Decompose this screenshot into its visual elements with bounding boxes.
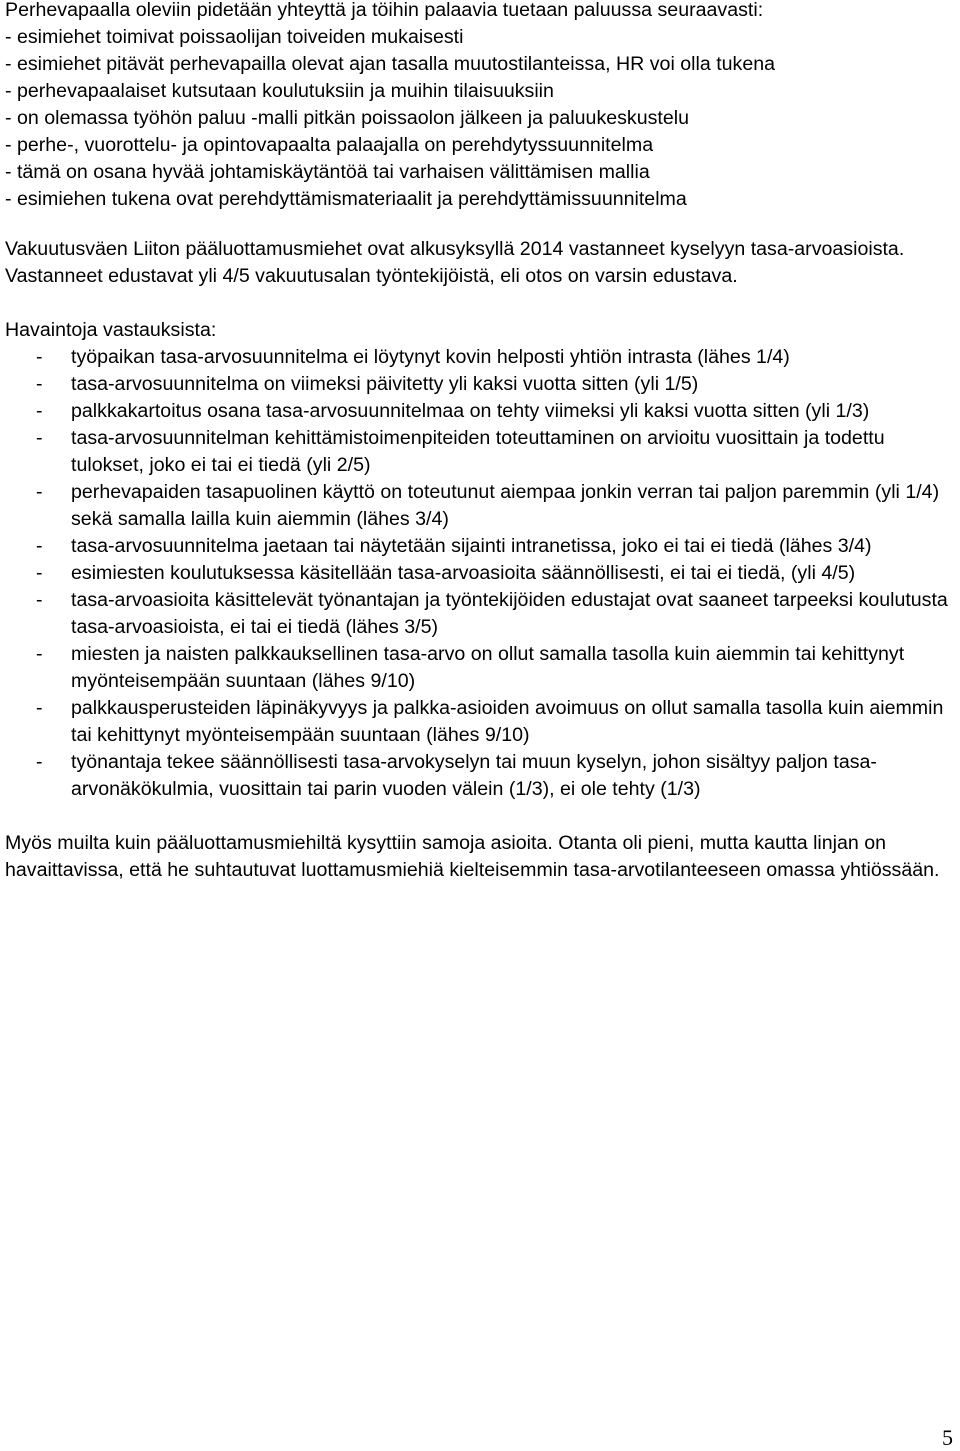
intro-line: - perhe-, vuorottelu- ja opintovapaalta palaajalla on perehdytyssuunnitelma	[5, 134, 654, 156]
list-item	[5, 479, 957, 533]
list-item-text: palkkausperusteiden läpinäkyvyys ja palkka-asioiden avoimuus on ollut samalla tasolla kuin aiemmin tai kehittynyt myönteisempään suuntaan (lähes 9/10)	[71, 697, 944, 746]
bullet-dash: -	[36, 589, 43, 611]
list-item-text: työpaikan tasa-arvosuunnitelma ei löytynyt kovin helposti yhtiön intrasta (lähes 1/4)	[71, 346, 790, 368]
list-item	[5, 344, 957, 371]
list-item-text: tasa-arvosuunnitelman kehittämistoimenpiteiden toteuttaminen on arvioitu vuosittain ja todettu tulokset, joko ei tai ei tiedä (yli 2/5)	[71, 427, 885, 476]
list-item	[5, 560, 957, 587]
intro-line: - esimiehen tukena ovat perehdyttämismateriaalit ja perehdyttämissuunnitelma	[5, 188, 687, 210]
list-item	[5, 398, 957, 425]
observations-section	[5, 317, 957, 803]
bullet-dash: -	[36, 643, 43, 665]
list-item	[5, 425, 957, 479]
observations-heading: Havaintoja vastauksista:	[5, 319, 217, 341]
bullet-dash: -	[36, 427, 43, 449]
closing-paragraph: Myös muilta kuin pääluottamusmiehiltä kysyttiin samoja asioita. Otanta oli pieni, mutta kautta linjan on havaittavissa, että he suhtautuvat luottamusmiehiä kielteisemmin tasa-arvotilanteeseen omassa yhtiössään.	[5, 832, 940, 881]
intro-line: - esimiehet pitävät perhevapailla olevat ajan tasalla muutostilanteissa, HR voi olla tukena	[5, 53, 776, 75]
list-item	[5, 587, 957, 641]
bullet-dash: -	[36, 697, 43, 719]
bullet-dash: -	[36, 400, 43, 422]
bullet-dash: -	[36, 535, 43, 557]
list-item-text: tasa-arvoasioita käsittelevät työnantajan ja työntekijöiden edustajat ovat saaneet tarpeeksi koulutusta tasa-arvoasioista, ei tai ei tiedä (lähes 3/5)	[71, 589, 948, 638]
list-item	[5, 695, 957, 749]
list-item	[5, 371, 957, 398]
intro-line: Perhevapaalla oleviin pidetään yhteyttä ja töihin palaavia tuetaan paluussa seuraavasti:	[5, 0, 764, 21]
bullet-dash: -	[36, 346, 43, 368]
list-item	[5, 749, 957, 803]
intro-line: - esimiehet toimivat poissaolijan toiveiden mukaisesti	[5, 26, 464, 48]
list-item-text: perhevapaiden tasapuolinen käyttö on toteutunut aiempaa jonkin verran tai paljon paremmin (yli 1/4) sekä samalla lailla kuin aiemmin (lähes 3/4)	[71, 481, 940, 530]
bullet-dash: -	[36, 562, 43, 584]
bullet-dash: -	[36, 751, 43, 773]
intro-section	[5, 0, 957, 213]
list-item	[5, 533, 957, 560]
list-item-text: työnantaja tekee säännöllisesti tasa-arvokyselyn tai muun kyselyn, johon sisältyy paljon tasa-arvonäkökulmia, vuosittain tai parin vuoden välein (1/3), ei ole tehty (1/3)	[71, 751, 877, 800]
intro-line: - on olemassa työhön paluu -malli pitkän poissaolon jälkeen ja paluukeskustelu	[5, 107, 690, 129]
page-number: 5	[942, 1425, 953, 1450]
list-item-text: esimiesten koulutuksessa käsitellään tasa-arvoasioita säännöllisesti, ei tai ei tiedä, (yli 4/5)	[71, 562, 856, 584]
list-item-text: tasa-arvosuunnitelma on viimeksi päivitetty yli kaksi vuotta sitten (yli 1/5)	[71, 373, 699, 395]
list-item-text: miesten ja naisten palkkauksellinen tasa-arvo on ollut samalla tasolla kuin aiemmin tai kehittynyt myönteisempään suuntaan (lähes 9/10)	[71, 643, 905, 692]
survey-paragraph: Vakuutusväen Liiton pääluottamusmiehet ovat alkusyksyllä 2014 vastanneet kyselyyn tasa-arvoasioista. Vastanneet edustavat yli 4/5 vakuutusalan työntekijöistä, eli otos on varsin edustava.	[5, 238, 905, 287]
list-item-text: palkkakartoitus osana tasa-arvosuunnitelmaa on tehty viimeksi yli kaksi vuotta sitten (yli 1/3)	[71, 400, 870, 422]
document-page	[5, 0, 957, 884]
list-item-text: tasa-arvosuunnitelma jaetaan tai näytetään sijainti intranetissa, joko ei tai ei tiedä (lähes 3/4)	[71, 535, 872, 557]
intro-line: - tämä on osana hyvää johtamiskäytäntöä tai varhaisen välittämisen mallia	[5, 161, 650, 183]
list-item	[5, 641, 957, 695]
intro-line: - perhevapaalaiset kutsutaan koulutuksiin ja muihin tilaisuuksiin	[5, 80, 554, 102]
bullet-dash: -	[36, 481, 43, 503]
observations-list	[5, 344, 957, 803]
bullet-dash: -	[36, 373, 43, 395]
